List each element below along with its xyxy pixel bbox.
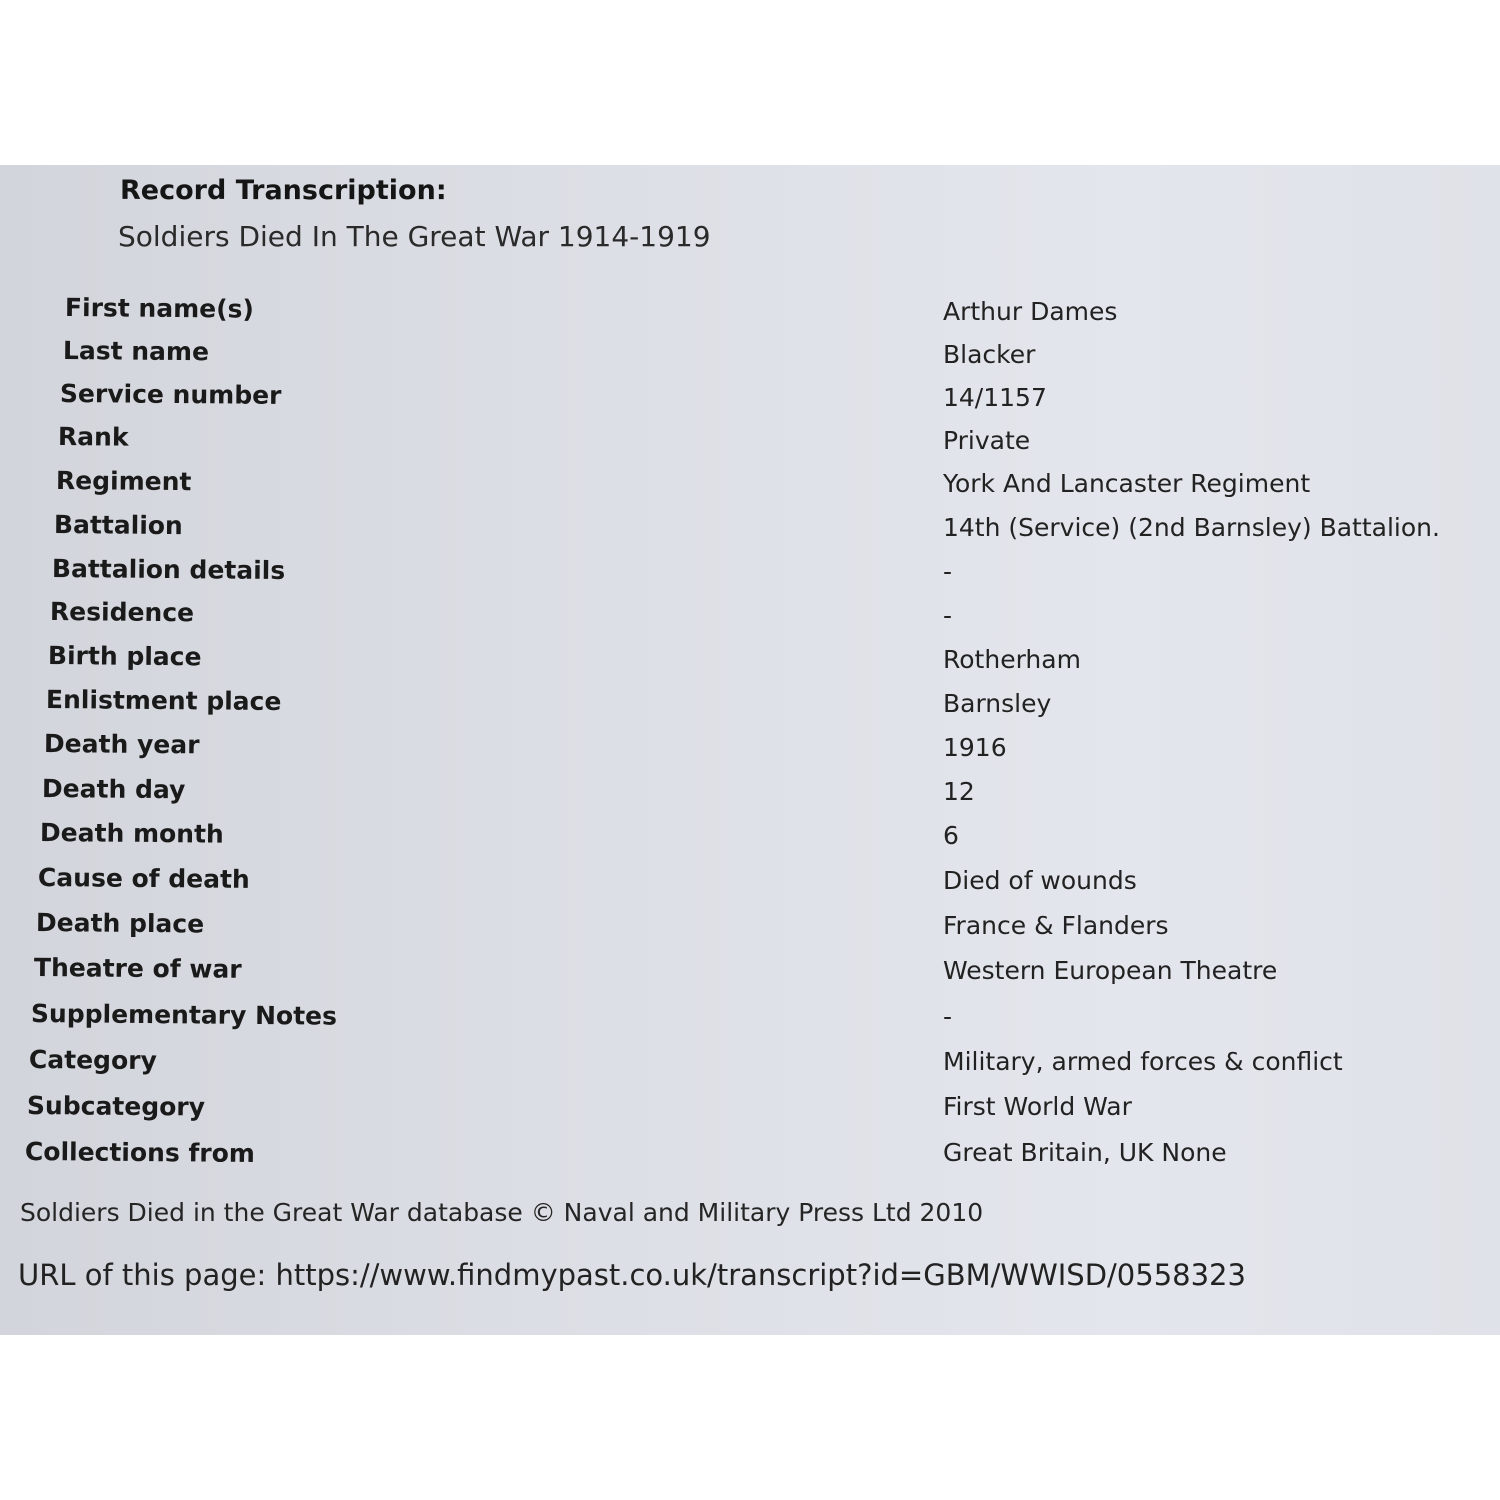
- field-label-residence: Residence: [49, 597, 195, 628]
- field-value-birth-place: Rotherham: [943, 645, 1081, 674]
- field-value-residence: -: [943, 601, 953, 630]
- field-label-service-number: Service number: [59, 379, 282, 410]
- field-label-battalion-details: Battalion details: [51, 554, 286, 586]
- field-value-subcategory: First World War: [943, 1092, 1132, 1121]
- field-label-cause-of-death: Cause of death: [37, 863, 250, 894]
- field-label-birth-place: Birth place: [47, 641, 202, 672]
- field-label-category: Category: [28, 1045, 157, 1076]
- field-value-death-day: 12: [943, 777, 975, 806]
- field-value-death-month: 6: [943, 821, 959, 850]
- field-label-death-year: Death year: [43, 729, 200, 760]
- page-title: Record Transcription:: [120, 175, 447, 206]
- field-label-theatre-of-war: Theatre of war: [33, 953, 242, 984]
- field-label-death-place: Death place: [35, 908, 205, 939]
- field-value-category: Military, armed forces & conflict: [943, 1047, 1343, 1076]
- field-value-supplementary-notes: -: [943, 1002, 953, 1031]
- copyright-notice: Soldiers Died in the Great War database © Naval and Military Press Ltd 2010: [20, 1198, 984, 1227]
- field-value-enlistment-place: Barnsley: [943, 689, 1052, 718]
- field-value-battalion-details: -: [943, 557, 953, 586]
- field-value-cause-of-death: Died of wounds: [943, 866, 1137, 895]
- field-label-last-name: Last name: [62, 336, 210, 367]
- field-value-rank: Private: [943, 426, 1031, 455]
- field-label-death-day: Death day: [41, 774, 186, 805]
- field-value-last-name: Blacker: [943, 340, 1036, 369]
- field-label-collections-from: Collections from: [24, 1137, 256, 1169]
- field-label-rank: Rank: [57, 422, 129, 452]
- field-label-supplementary-notes: Supplementary Notes: [30, 999, 338, 1031]
- field-label-first-names: First name(s): [64, 293, 255, 324]
- field-label-regiment: Regiment: [55, 466, 192, 497]
- field-value-regiment: York And Lancaster Regiment: [943, 469, 1311, 498]
- field-label-death-month: Death month: [39, 818, 224, 849]
- page-url-line: URL of this page: https://www.findmypast.co.uk/transcript?id=GBM/WWISD/0558323: [18, 1258, 1246, 1292]
- field-label-subcategory: Subcategory: [26, 1091, 206, 1122]
- field-value-first-names: Arthur Dames: [943, 297, 1118, 326]
- transcription-sheet: [0, 165, 1500, 1335]
- field-label-enlistment-place: Enlistment place: [45, 685, 282, 717]
- field-value-theatre-of-war: Western European Theatre: [943, 956, 1278, 985]
- collection-subtitle: Soldiers Died In The Great War 1914-1919: [118, 220, 711, 253]
- field-value-collections-from: Great Britain, UK None: [943, 1138, 1227, 1167]
- field-value-service-number: 14/1157: [943, 383, 1047, 412]
- field-label-battalion: Battalion: [53, 510, 183, 541]
- field-value-battalion: 14th (Service) (2nd Barnsley) Battalion.: [943, 513, 1440, 542]
- field-value-death-place: France & Flanders: [943, 911, 1169, 940]
- field-value-death-year: 1916: [943, 733, 1007, 762]
